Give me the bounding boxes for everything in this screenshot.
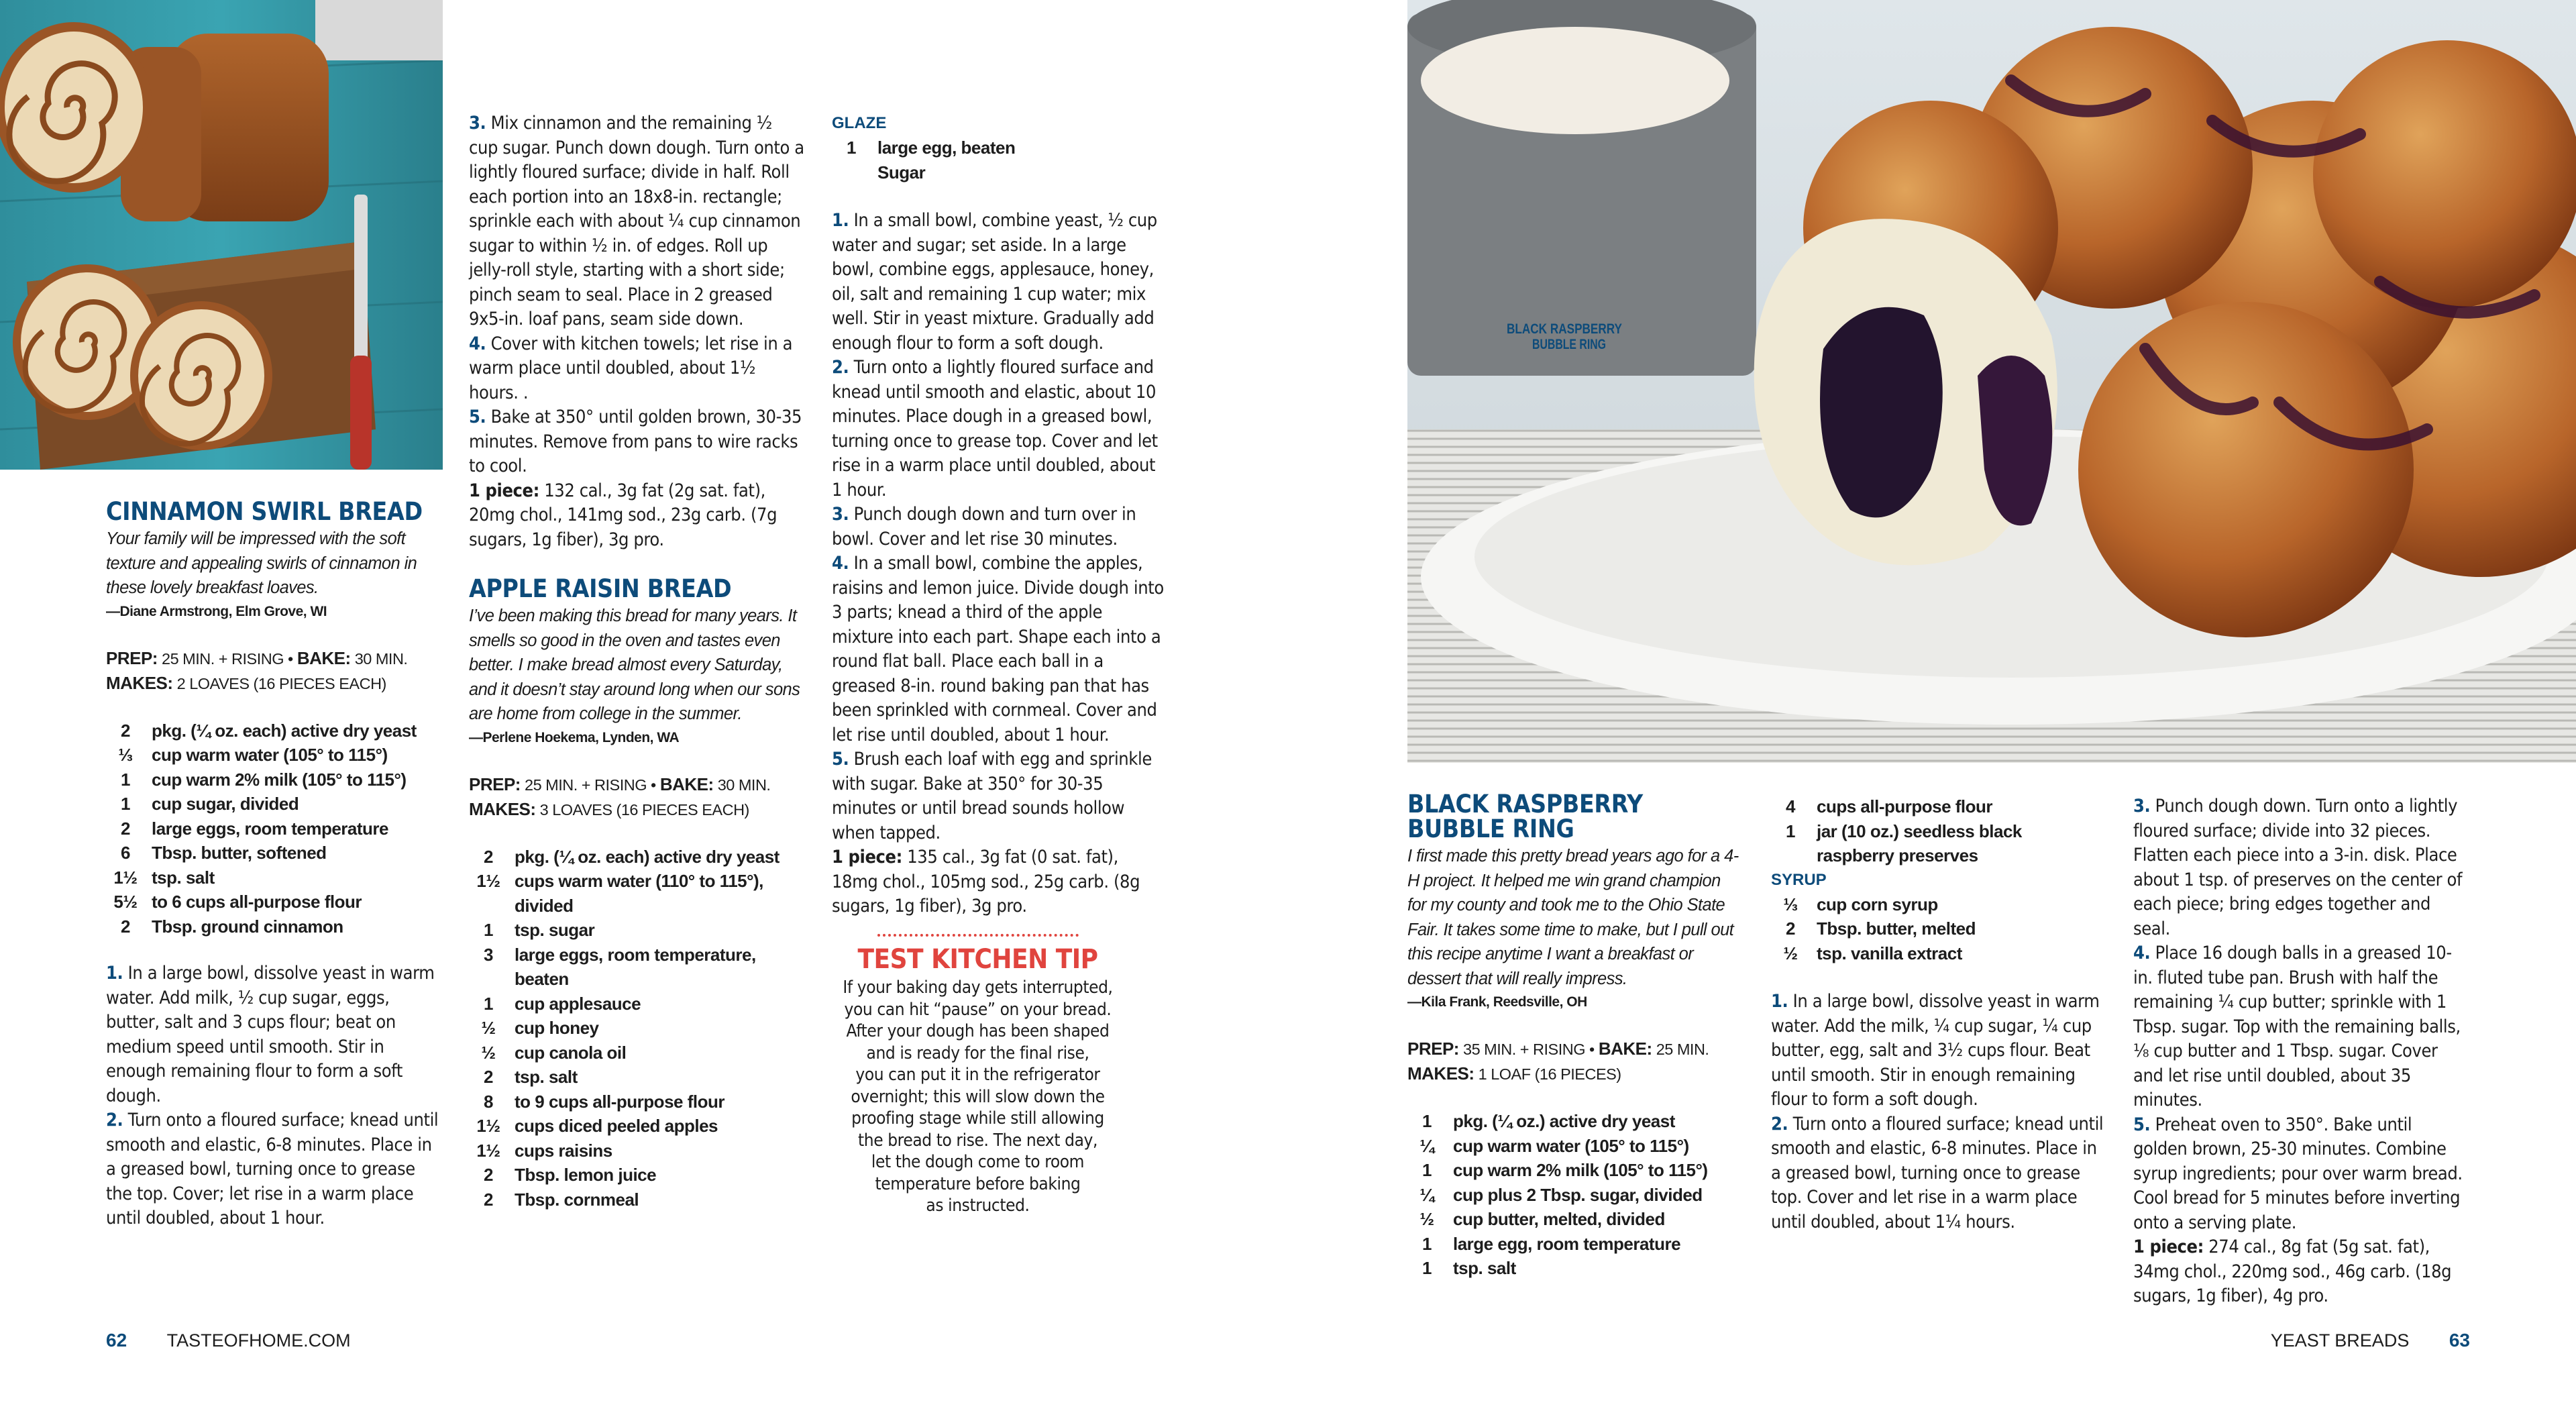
- right-folio: [2271, 1330, 2470, 1351]
- ingredient-list-continued: [1764, 794, 2106, 868]
- nutrition-info: 1 piece: 274 cal., 8g fat (5g sat. fat), 34mg chol., 220mg sod., 46g carb. (18g sugars, 1g fiber), 4g pro.: [2133, 1236, 2452, 1306]
- right-column-3: [2133, 794, 2469, 1309]
- step: 3. Mix cinnamon and the remaining ½ cup sugar. Punch down dough. Turn onto a lightly floured surface; divide in half. Roll each portion into an 18x8-in. rectangle; sprinkle each with about ¼ cup cinnamon sugar to within ½ in. of edges. Roll up jelly-roll style, starting with a short side; pinch seam to seal. Place in 2 greased 9x5-in. loaf pans, seam side down.: [469, 113, 804, 329]
- apple-raisin-bread-recipe: [469, 576, 804, 1212]
- ingredient-list: [462, 845, 804, 1212]
- recipe-title: APPLE RAISIN BREAD: [469, 574, 732, 603]
- page-number: 62: [106, 1330, 127, 1351]
- ingredient-list: [99, 719, 441, 939]
- tip-title: TEST KITCHEN TIP: [857, 944, 1098, 975]
- ingredient: 1 large egg, room temperature: [1422, 1233, 1681, 1254]
- prep-label: PREP:: [106, 647, 158, 668]
- bubble-ring-photo: [1407, 0, 2576, 763]
- left-column-2: [469, 111, 804, 1212]
- makes-label: MAKES:: [106, 672, 173, 693]
- ingredient: ½ cup honey: [481, 1018, 599, 1038]
- step: 3. Punch dough down. Turn onto a lightly floured surface; divide into 32 pieces. Flatten each piece into a 3-in. disk. Place about 1 tsp. of preserves on the center of each piece; bring edges together and seal.: [2133, 796, 2463, 939]
- ingredient: 1 large egg, beaten: [847, 138, 1016, 158]
- recipe-steps-part2: [2133, 794, 2469, 1309]
- tip-body: If your baking day gets interrupted, you can hit “pause” on your bread. After your dough has been shaped and is ready for the final rise, you can put it in the refrigerator overnight; this will slow down the proofing stage while still allowing the bread to rise. The next day, let the dough come to room temperature before baking as instructed.: [843, 978, 1113, 1216]
- recipe-title: CINNAMON SWIRL BREAD: [106, 497, 423, 526]
- step: 5. Preheat oven to 350°. Bake until golden brown, 25-30 minutes. Combine syrup ingredients; pour over warm bread. Cool bread for 5 minutes before inverting onto a serving plate.: [2133, 1114, 2463, 1233]
- left-column-3: [832, 111, 1167, 919]
- black-raspberry-bubble-ring-recipe: [1407, 792, 1743, 1281]
- left-folio: [106, 1330, 351, 1351]
- recipe-steps-part1: [1771, 990, 2106, 1234]
- step: 1. In a small bowl, combine yeast, ½ cup water and sugar; set aside. In a large bowl, combine eggs, applesauce, honey, oil, salt and remaining 1 cup water; mix well. Stir in yeast mixture. Gradually add enough flour to form a soft dough.: [832, 210, 1157, 354]
- recipe-credit: —Perlene Hoekema, Lynden, WA: [469, 729, 680, 745]
- bubble-ring-illustration: [1407, 0, 2576, 763]
- photo-caption-line1: BLACK RASPBERRY: [1507, 321, 1622, 337]
- step: 5. Brush each loaf with egg and sprinkle with sugar. Bake at 350° for 30-35 minutes or until bread sounds hollow when tapped.: [832, 749, 1152, 843]
- prep-label: PREP:: [1407, 1039, 1459, 1059]
- bake-value: 25 MIN.: [1656, 1041, 1709, 1058]
- tip-divider: [877, 934, 1079, 937]
- ingredient: 2 pkg. (¼ oz. each) active dry yeast: [121, 720, 417, 741]
- step: 2. Turn onto a floured surface; knead until smooth and elastic, 6-8 minutes. Place in a greased bowl, turning once to grease the top. Cover; let rise in a warm place until doubled, about 1 hour.: [106, 1110, 439, 1228]
- recipe-intro: I’ve been making this bread for many years. It smells so good in the oven and tastes even better. I make bread almost every Saturday, and it doesn’t stay around long when our sons are home from college in the summer.: [469, 606, 800, 723]
- nutrition-info: 1 piece: 132 cal., 3g fat (2g sat. fat), 20mg chol., 141mg sod., 23g carb. (7g sugars, 1g fiber), 3g pro.: [469, 480, 777, 550]
- ingredient: 8 to 9 cups all-purpose flour: [484, 1091, 724, 1112]
- page-number: 63: [2449, 1330, 2470, 1351]
- ingredient: 2 Tbsp. ground cinnamon: [121, 916, 343, 937]
- prep-label: PREP:: [469, 774, 521, 794]
- step: 4. In a small bowl, combine the apples, raisins and lemon juice. Divide dough into 3 parts; knead a third of the apple mixture into each part. Shape each into a round flat ball. Place each ball in a greased 8-in. round baking pan that has been sprinkled with cornmeal. Cover and let rise until doubled, about 1 hour.: [832, 553, 1164, 745]
- ingredient: 1½ tsp. salt: [113, 867, 215, 888]
- glaze-ingredient-list: [825, 136, 1167, 184]
- step: 1. In a large bowl, dissolve yeast in warm water. Add milk, ½ cup sugar, eggs, butter, salt and 3 cups flour; beat on medium speed until smooth. Stir in enough remaining flour to form a soft dough.: [106, 963, 435, 1106]
- step: 3. Punch dough down and turn over in bowl. Cover and let rise 30 minutes.: [832, 504, 1136, 549]
- makes-label: MAKES:: [1407, 1063, 1474, 1084]
- ingredient-list: [1401, 1109, 1743, 1281]
- test-kitchen-tip: [842, 934, 1114, 1217]
- section-name: YEAST BREADS: [2270, 1330, 2410, 1351]
- bake-label: BAKE:: [297, 647, 351, 668]
- bake-label: BAKE:: [659, 774, 714, 794]
- cinnamon-bread-illustration: [0, 0, 443, 470]
- ingredient: 1½ cups diced peeled apples: [476, 1116, 718, 1136]
- ingredient: ½ cup canola oil: [481, 1042, 627, 1063]
- recipe-title: BLACK RASPBERRY BUBBLE RING: [1407, 790, 1643, 843]
- step: 1. In a large bowl, dissolve yeast in warm water. Add the milk, ¼ cup sugar, ¼ cup butter, egg, salt and 3½ cups flour. Beat until smooth. Stir in enough remaining flour to form a soft dough.: [1771, 991, 2100, 1110]
- ingredient: ⅓ cup corn syrup: [1783, 894, 1938, 914]
- bake-value: 30 MIN.: [354, 649, 408, 668]
- makes-value: 1 LOAF (16 PIECES): [1478, 1065, 1621, 1083]
- ingredient: 1½ cups warm water (110° to 115°), divided: [476, 871, 763, 916]
- ingredient: 1½ cups raisins: [476, 1140, 612, 1161]
- step: 4. Place 16 dough balls in a greased 10-in. fluted tube pan. Brush with half the remaining ¼ cup butter; sprinkle with 1 Tbsp. sugar. Top with the remaining balls, ⅛ cup butter and 1 Tbsp. sugar. Cover and let rise until doubled, about 35 minutes.: [2133, 943, 2461, 1110]
- bake-label: BAKE:: [1598, 1039, 1652, 1059]
- cinnamon-swirl-bread-recipe: [106, 499, 441, 1231]
- glaze-heading: GLAZE: [832, 114, 887, 132]
- ingredient: 2 Tbsp. butter, melted: [1786, 918, 1976, 939]
- ingredient: 2 Tbsp. cornmeal: [484, 1189, 639, 1210]
- recipe-steps-part1: [106, 961, 441, 1231]
- ingredient: ½ tsp. vanilla extract: [1783, 943, 1962, 963]
- ingredient: ¼ cup warm water (105° to 115°): [1419, 1135, 1689, 1156]
- ingredient: 1 tsp. sugar: [484, 920, 595, 940]
- ingredient: 2 pkg. (¼ oz. each) active dry yeast: [484, 846, 780, 867]
- ingredient: 2 large eggs, room temperature: [121, 818, 388, 839]
- recipe-steps: [832, 209, 1167, 919]
- ingredient: 4 cups all-purpose flour: [1786, 796, 1993, 816]
- recipe-times: PREP: 25 MIN. + RISING • BAKE: 30 MIN. MAKES: 3 LOAVES (16 PIECES EACH): [469, 774, 771, 819]
- ingredient: 5½ to 6 cups all-purpose flour: [113, 892, 362, 912]
- syrup-heading: SYRUP: [1771, 870, 1827, 889]
- ingredient: 1 tsp. salt: [1422, 1258, 1516, 1278]
- ingredient: 6 Tbsp. butter, softened: [121, 843, 327, 863]
- recipe-steps-part2: [469, 111, 804, 552]
- makes-value: 2 LOAVES (16 PIECES EACH): [176, 674, 386, 692]
- ingredient: 1 jar (10 oz.) seedless black raspberry preserves: [1786, 821, 2022, 865]
- ingredient: 3 large eggs, room temperature, beaten: [484, 944, 756, 989]
- syrup-ingredient-list: [1764, 892, 2106, 966]
- ingredient: 2 tsp. salt: [484, 1067, 578, 1087]
- site-name: TASTEOFHOME.COM: [166, 1330, 351, 1351]
- ingredient: 1 pkg. (¼ oz.) active dry yeast: [1422, 1111, 1675, 1131]
- recipe-intro: I first made this pretty bread years ago for a 4-H project. It helped me win grand champion for my county and took me to the Ohio State Fair. It takes some time to make, but I pull out this recipe anytime I want a breakfast or dessert that will really impress.: [1407, 847, 1739, 988]
- ingredient: ½ cup butter, melted, divided: [1419, 1209, 1665, 1229]
- prep-value: 35 MIN. + RISING: [1463, 1041, 1586, 1058]
- ingredient: ¼ cup plus 2 Tbsp. sugar, divided: [1419, 1184, 1703, 1205]
- ingredient: Sugar: [877, 162, 926, 182]
- ingredient: 1 cup warm 2% milk (105° to 115°): [1422, 1160, 1708, 1180]
- ingredient: ⅓ cup warm water (105° to 115°): [118, 745, 388, 765]
- ingredient: 1 cup applesauce: [484, 993, 641, 1014]
- ingredient: 2 Tbsp. lemon juice: [484, 1165, 657, 1185]
- prep-value: 25 MIN. + RISING: [162, 649, 284, 668]
- step: 5. Bake at 350° until golden brown, 30-35 minutes. Remove from pans to wire racks to cool.: [469, 407, 802, 476]
- right-column-2: [1771, 794, 2106, 1234]
- recipe-credit: —Kila Frank, Reedsville, OH: [1407, 994, 1587, 1010]
- recipe-times: PREP: 25 MIN. + RISING • BAKE: 30 MIN. MAKES: 2 LOAVES (16 PIECES EACH): [106, 647, 408, 693]
- makes-label: MAKES:: [469, 798, 536, 819]
- step: 2. Turn onto a floured surface; knead until smooth and elastic, 6-8 minutes. Place in a greased bowl, turning once to grease top. Cover and let rise in a warm place until doubled, about 1¼ hours.: [1771, 1113, 2104, 1232]
- cinnamon-bread-photo: [0, 0, 443, 470]
- step: 2. Turn onto a lightly floured surface and knead until smooth and elastic, about 10 minutes. Place dough in a greased bowl, turning once to grease top. Cover and let rise in a warm place until doubled, about 1 hour.: [832, 357, 1158, 500]
- prep-value: 25 MIN. + RISING: [525, 776, 647, 794]
- ingredient: 1 cup warm 2% milk (105° to 115°): [121, 769, 407, 790]
- makes-value: 3 LOAVES (16 PIECES EACH): [539, 800, 749, 819]
- recipe-credit: —Diane Armstrong, Elm Grove, WI: [106, 603, 327, 619]
- recipe-times: PREP: 35 MIN. + RISING • BAKE: 25 MIN. MAKES: 1 LOAF (16 PIECES): [1407, 1039, 1709, 1084]
- step: 4. Cover with kitchen towels; let rise in a warm place until doubled, about 1½ hours. .: [469, 333, 793, 403]
- ingredient: 1 cup sugar, divided: [121, 794, 299, 814]
- bake-value: 30 MIN.: [717, 776, 771, 794]
- nutrition-info: 1 piece: 135 cal., 3g fat (0 sat. fat), 18mg chol., 105mg sod., 25g carb. (8g sugars, 1g fiber), 3g pro.: [832, 847, 1140, 916]
- photo-caption-line2: BUBBLE RING: [1532, 337, 1606, 352]
- recipe-intro: Your family will be impressed with the soft texture and appealing swirls of cinnamon in these lovely breakfast loaves.: [106, 529, 417, 597]
